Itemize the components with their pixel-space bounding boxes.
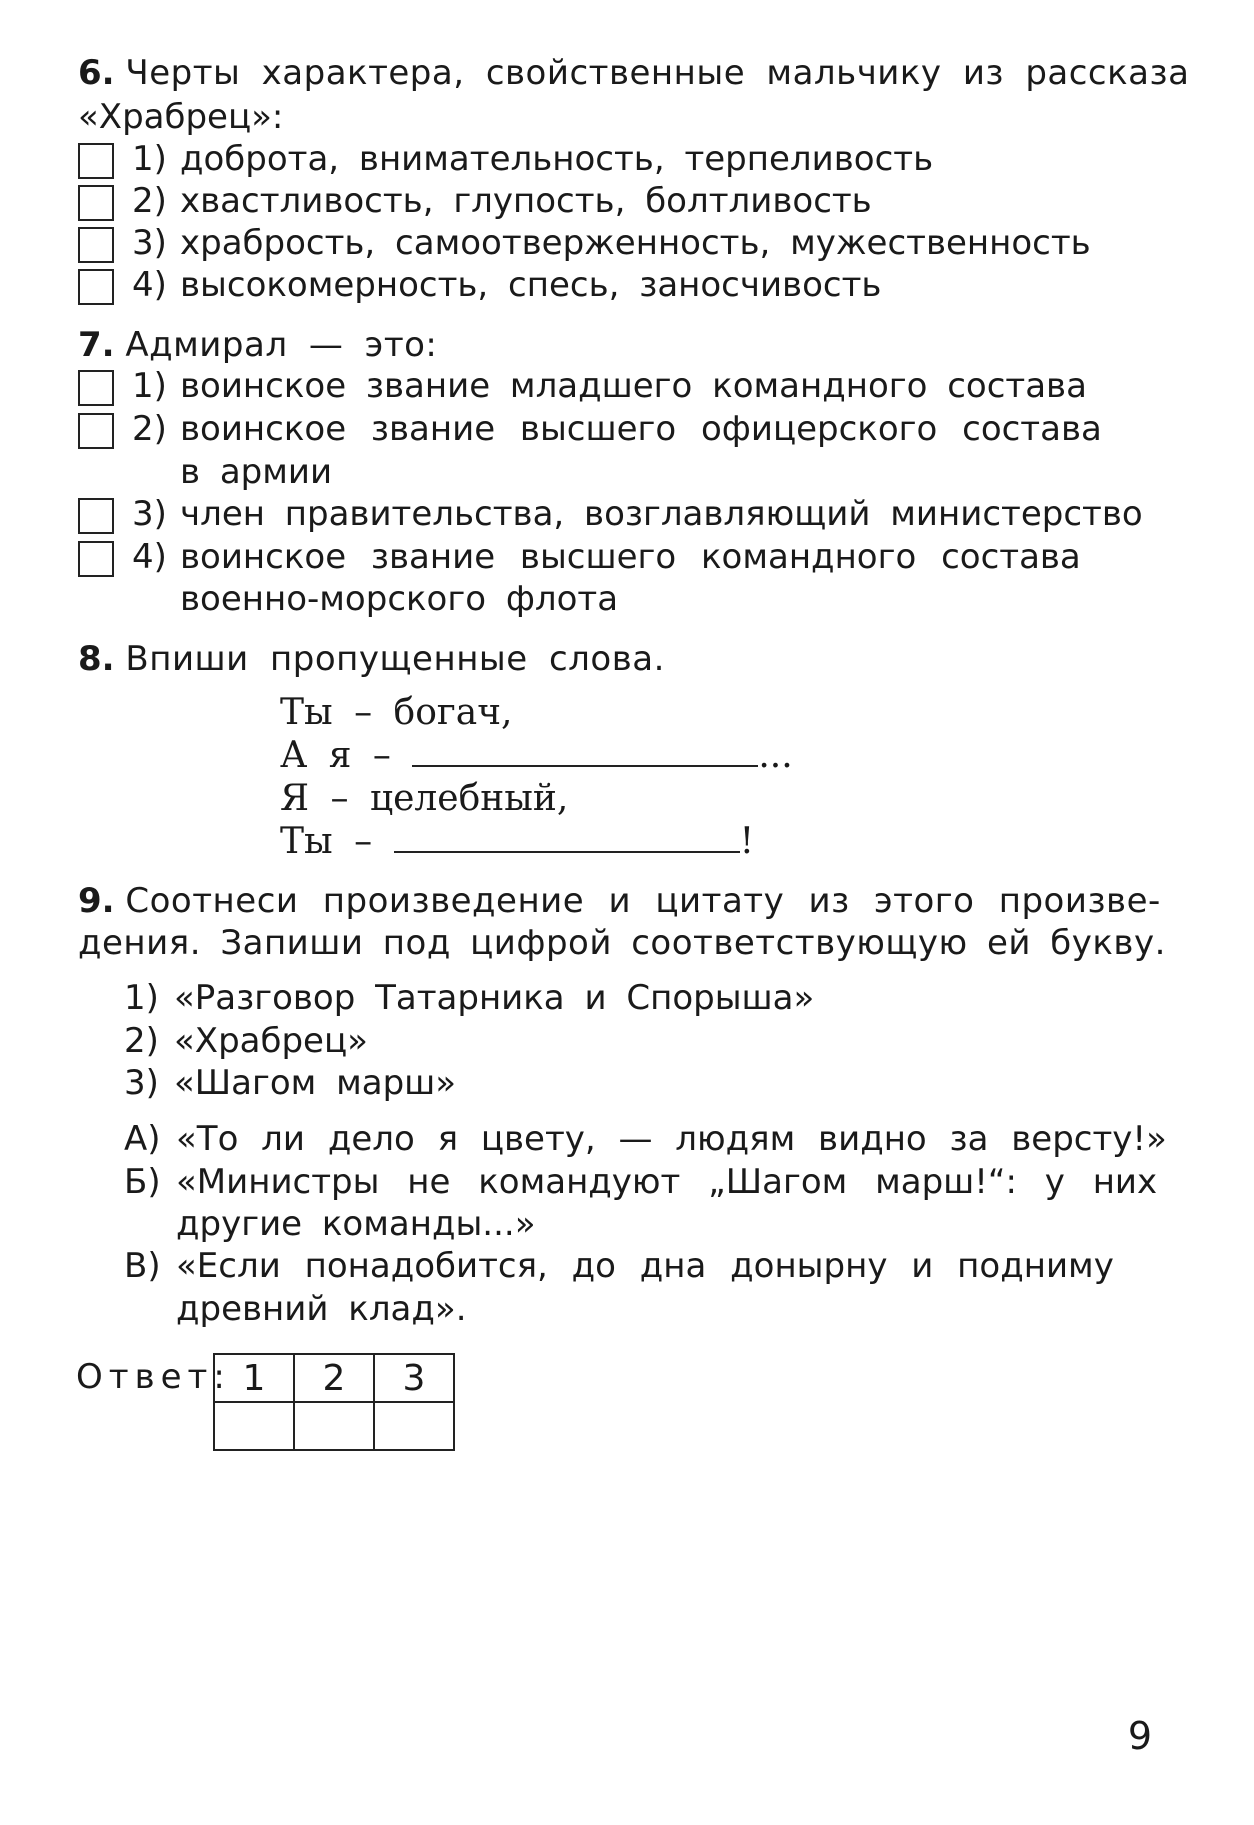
quote-v-letter: В) [124,1246,161,1286]
q7-option-2-checkbox[interactable] [78,413,114,449]
q7-option-1-num: 1) [132,366,167,406]
q6-option-2-text: хвастливость, глупость, болтливость [180,181,872,221]
q6-option-4-text: высокомерность, спесь, заносчивость [180,265,882,305]
q7-option-1-checkbox[interactable] [78,370,114,406]
answer-table [213,1353,455,1451]
q7-option-3-text: член правительства, возглавляющий министерство [180,494,1143,534]
q6-option-1-text: доброта, внимательность, терпеливость [180,139,934,179]
q6-option-3-checkbox[interactable] [78,227,114,263]
work-1-text: «Разговор Татарника и Спорыша» [174,978,815,1018]
quote-b-letter: Б) [124,1162,161,1202]
answer-cell-3[interactable] [374,1402,454,1450]
answer-header-1: 1 [214,1354,294,1402]
quote-v-text: «Если понадобится, до дна донырну и подниму [176,1246,1114,1286]
q7-title-text: Адмирал — это: [125,325,438,365]
q6-option-1-num: 1) [132,139,167,179]
q6-option-2-checkbox[interactable] [78,185,114,221]
q7-option-4-checkbox[interactable] [78,541,114,577]
q7-option-4-text: воинское звание высшего командного состава [180,537,1081,577]
q7-number: 7. [78,325,115,365]
q7-option-4-text-cont: военно-морского флота [180,579,619,619]
q6-title-text: Черты характера, свойственные мальчику из рассказа [125,53,1190,93]
q6-number: 6. [78,53,115,93]
answer-header-3: 3 [374,1354,454,1402]
poem-line-2-suffix: ... [758,735,793,776]
answer-header-2: 2 [294,1354,374,1402]
poem-blank-1[interactable] [412,735,758,767]
answer-cell-2[interactable] [294,1402,374,1450]
answer-cell-1[interactable] [214,1402,294,1450]
q7-option-3-checkbox[interactable] [78,498,114,534]
poem-line-1: Ты – богач, [280,692,513,733]
quote-a-text: «То ли дело я цвету, — людям видно за версту!» [176,1119,1167,1159]
poem-line-4-prefix: Ты – [280,821,373,862]
poem-line-2-prefix: А я – [280,735,391,776]
q6-option-4-num: 4) [132,265,167,305]
q6-option-1-checkbox[interactable] [78,143,114,179]
q7-option-2-text-cont: в армии [180,452,333,492]
poem-line-4-suffix: ! [739,821,755,862]
q8-title-text: Впиши пропущенные слова. [125,639,665,679]
poem-line-4 [280,817,754,867]
page-number: 9 [1127,1714,1152,1758]
q6-option-3-text: храбрость, самоотверженность, мужественность [180,223,1091,263]
q7-option-3-num: 3) [132,494,167,534]
work-1-num: 1) [124,978,159,1018]
q6-option-3-num: 3) [132,223,167,263]
q7-option-4-num: 4) [132,537,167,577]
q6-option-4-checkbox[interactable] [78,269,114,305]
work-3-text: «Шагом марш» [174,1063,457,1103]
quote-b-text: «Министры не командуют „Шагом марш!“: у них [176,1162,1158,1202]
poem-line-3: Я – целебный, [280,778,569,819]
work-2-text: «Храбрец» [174,1021,368,1061]
quote-a-letter: А) [124,1119,161,1159]
q7-option-2-text: воинское звание высшего офицерского состава [180,409,1102,449]
q6-title-line1 [78,48,1190,98]
q6-option-2-num: 2) [132,181,167,221]
work-2-num: 2) [124,1021,159,1061]
q9-title-text: Соотнеси произведение и цитату из этого произве- [125,881,1161,921]
quote-b-text-cont: другие команды...» [176,1204,536,1244]
q7-option-1-text: воинское звание младшего командного состава [180,366,1087,406]
answer-label: Ответ: [76,1357,231,1397]
quote-v-text-cont: древний клад». [176,1289,467,1329]
q8-title [78,634,665,684]
q7-option-2-num: 2) [132,409,167,449]
work-3-num: 3) [124,1063,159,1103]
q8-number: 8. [78,639,115,679]
q9-title-line2: дения. Запиши под цифрой соответствующую ей букву. [78,923,1166,963]
poem-blank-2[interactable] [394,821,740,853]
q6-title-line2: «Храбрец»: [78,97,284,137]
q9-number: 9. [78,881,115,921]
